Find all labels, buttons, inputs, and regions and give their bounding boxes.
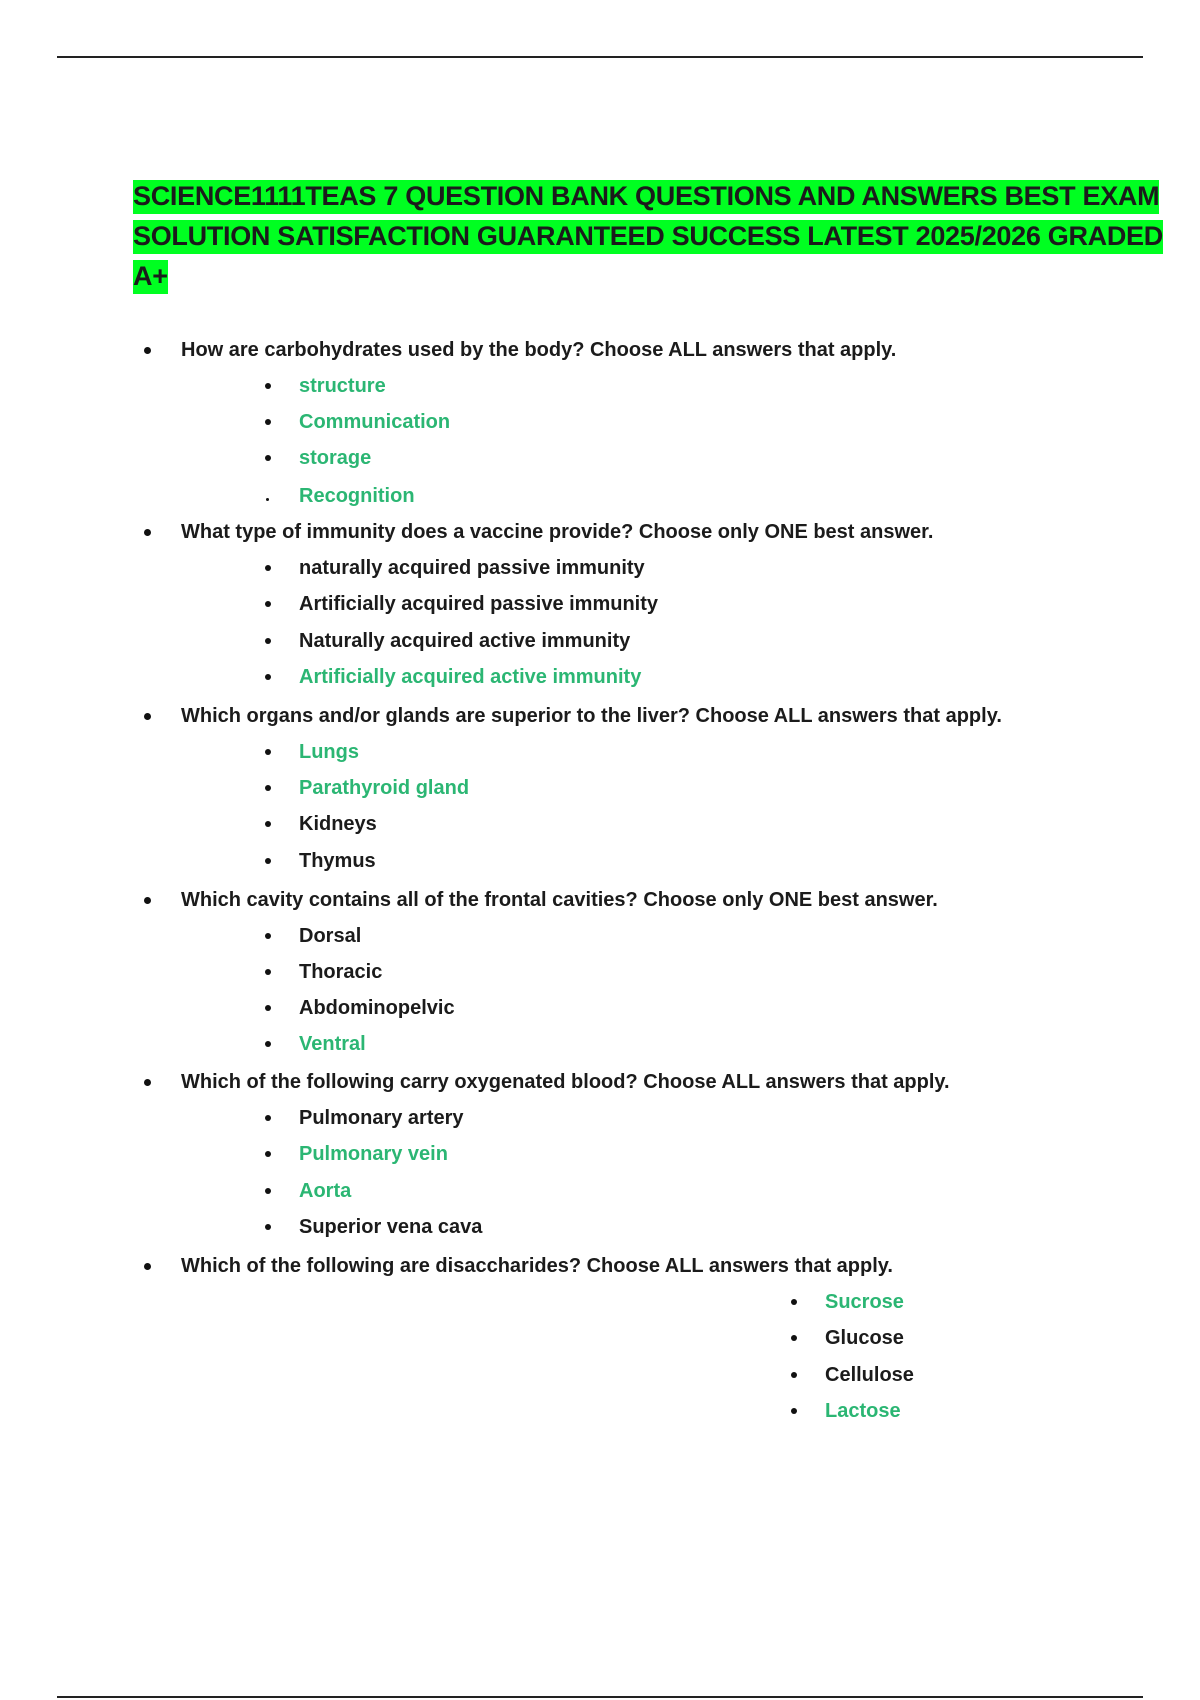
bullet-icon	[144, 347, 151, 354]
bullet-icon	[266, 498, 269, 501]
question-2-text: What type of immunity does a vaccine provide? Choose only ONE best answer.	[181, 521, 934, 543]
question-1-text: How are carbohydrates used by the body? Choose ALL answers that apply.	[181, 339, 897, 361]
bullet-icon	[265, 1188, 271, 1194]
question-2-option-3: Naturally acquired active immunity	[299, 630, 631, 652]
bullet-icon	[265, 674, 271, 680]
question-1-option-1: structure	[299, 375, 386, 397]
bullet-icon	[265, 858, 271, 864]
bullet-icon	[265, 749, 271, 755]
bullet-icon	[265, 1041, 271, 1047]
question-6-text: Which of the following are disaccharides? Choose ALL answers that apply.	[181, 1255, 893, 1277]
footer-rule	[57, 1696, 1143, 1698]
question-1-option-3: storage	[299, 447, 372, 469]
question-1-option-4: Recognition	[299, 485, 415, 507]
question-6-option-4: Lactose	[825, 1400, 901, 1422]
bullet-icon	[791, 1299, 797, 1305]
question-3-option-3: Kidneys	[299, 813, 377, 835]
bullet-icon	[265, 601, 271, 607]
bullet-icon	[265, 785, 271, 791]
bullet-icon	[144, 529, 151, 536]
bullet-icon	[265, 1115, 271, 1121]
bullet-icon	[265, 419, 271, 425]
bullet-icon	[144, 1263, 151, 1270]
bullet-icon	[265, 455, 271, 461]
question-1-option-2: Communication	[299, 411, 451, 433]
bullet-icon	[791, 1335, 797, 1341]
question-2-option-2: Artificially acquired passive immunity	[299, 593, 659, 615]
question-2-option-1: naturally acquired passive immunity	[299, 557, 645, 579]
question-6-option-2: Glucose	[825, 1327, 904, 1349]
bullet-icon	[265, 969, 271, 975]
question-2-option-4: Artificially acquired active immunity	[299, 666, 642, 688]
bullet-icon	[265, 821, 271, 827]
question-3-text: Which organs and/or glands are superior to the liver? Choose ALL answers that apply.	[181, 705, 1002, 727]
bullet-icon	[265, 383, 271, 389]
bullet-icon	[144, 897, 151, 904]
bullet-icon	[265, 1224, 271, 1230]
bullet-icon	[265, 1005, 271, 1011]
question-3-option-2: Parathyroid gland	[299, 777, 470, 799]
header-rule	[57, 56, 1143, 58]
question-4-option-2: Thoracic	[299, 961, 383, 983]
question-3-option-4: Thymus	[299, 850, 376, 872]
question-5-option-2: Pulmonary vein	[299, 1143, 448, 1165]
bullet-icon	[265, 565, 271, 571]
bullet-icon	[144, 713, 151, 720]
question-4-option-1: Dorsal	[299, 925, 362, 947]
question-4-option-4: Ventral	[299, 1033, 366, 1055]
question-6-option-3: Cellulose	[825, 1364, 914, 1386]
question-4-option-3: Abdominopelvic	[299, 997, 455, 1019]
question-4-text: Which cavity contains all of the frontal cavities? Choose only ONE best answer.	[181, 889, 938, 911]
bullet-icon	[265, 638, 271, 644]
bullet-icon	[265, 1151, 271, 1157]
question-3-option-1: Lungs	[299, 741, 359, 763]
bullet-icon	[144, 1079, 151, 1086]
question-6-option-1: Sucrose	[825, 1291, 904, 1313]
bullet-icon	[791, 1408, 797, 1414]
question-5-option-4: Superior vena cava	[299, 1216, 483, 1238]
bullet-icon	[791, 1372, 797, 1378]
bullet-icon	[265, 933, 271, 939]
question-5-option-3: Aorta	[299, 1180, 352, 1202]
title-highlight: SCIENCE1111TEAS 7 QUESTION BANK QUESTIONS AND ANSWERS BEST EXAM SOLUTION SATISFACTION GUARANTEED SUCCESS LATEST 2025/2026 GRADED A+	[133, 180, 1163, 294]
question-5-option-1: Pulmonary artery	[299, 1107, 464, 1129]
question-5-text: Which of the following carry oxygenated blood? Choose ALL answers that apply.	[181, 1071, 950, 1093]
document-title	[133, 176, 1183, 296]
